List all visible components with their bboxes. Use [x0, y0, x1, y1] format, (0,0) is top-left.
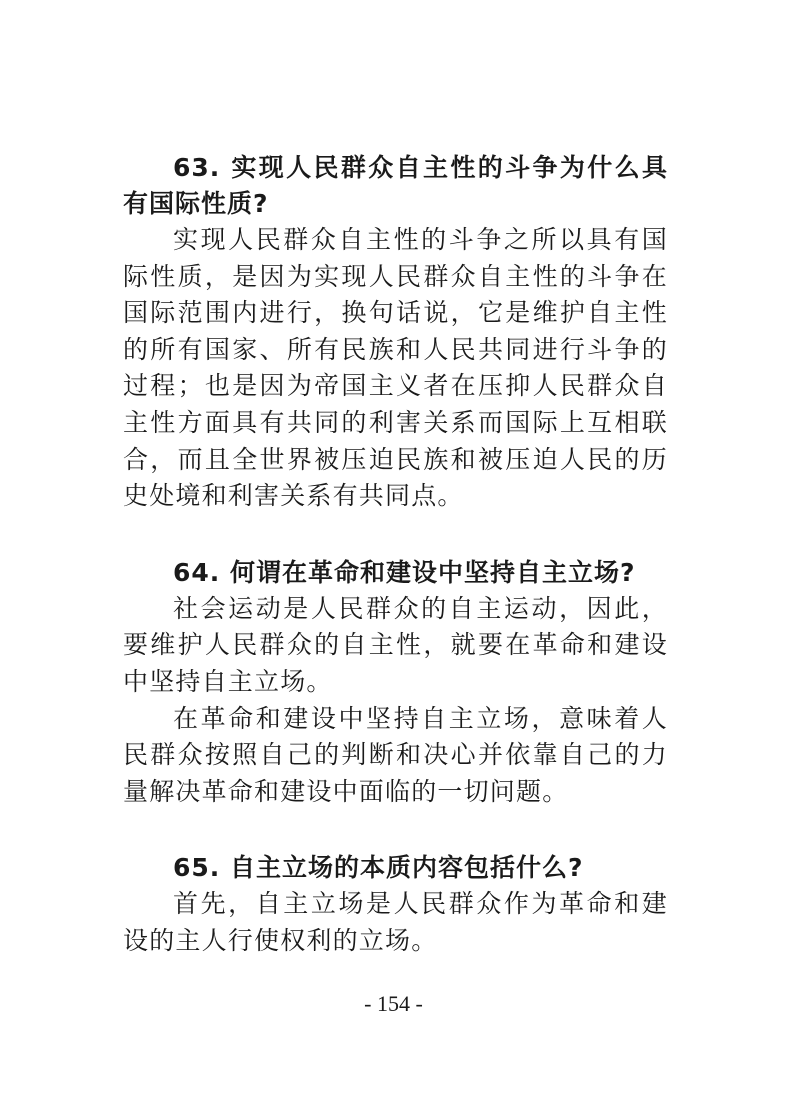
answer-paragraph: 实现人民群众自主性的斗争之所以具有国际性质，是因为实现人民群众自主性的斗争在国际范围内进行，换句话说，它是维护自主性的所有国家、所有民族和人民共同进行斗争的过程；也是因为帝国主义者在压抑人民群众自主性方面具有共同的利害关系而国际上互相联合，而且全世界被压迫民族和被压迫人民的历史处境和利害关系有共同点。	[123, 225, 668, 511]
question-heading-64: 64. 何谓在革命和建设中坚持自主立场?	[173, 557, 636, 587]
answer-paragraph: 社会运动是人民群众的自主运动，因此，要维护人民群众的自主性，就要在革命和建设中坚持自主立场。	[123, 593, 668, 696]
question-heading-65: 65. 自主立场的本质内容包括什么?	[173, 853, 584, 883]
page-content	[123, 150, 668, 960]
page-number: - 154 -	[364, 991, 423, 1016]
section-gap	[123, 810, 668, 850]
question-heading-63: 63. 实现人民群众自主性的斗争为什么具有国际性质?	[123, 153, 668, 218]
answer-paragraph: 在革命和建设中坚持自主立场，意味着人民群众按照自己的判断和决心并依靠自己的力量解决革命和建设中面临的一切问题。	[123, 703, 668, 806]
answer-paragraph: 首先，自主立场是人民群众作为革命和建设的主人行使权利的立场。	[123, 889, 668, 955]
section-gap	[123, 515, 668, 555]
